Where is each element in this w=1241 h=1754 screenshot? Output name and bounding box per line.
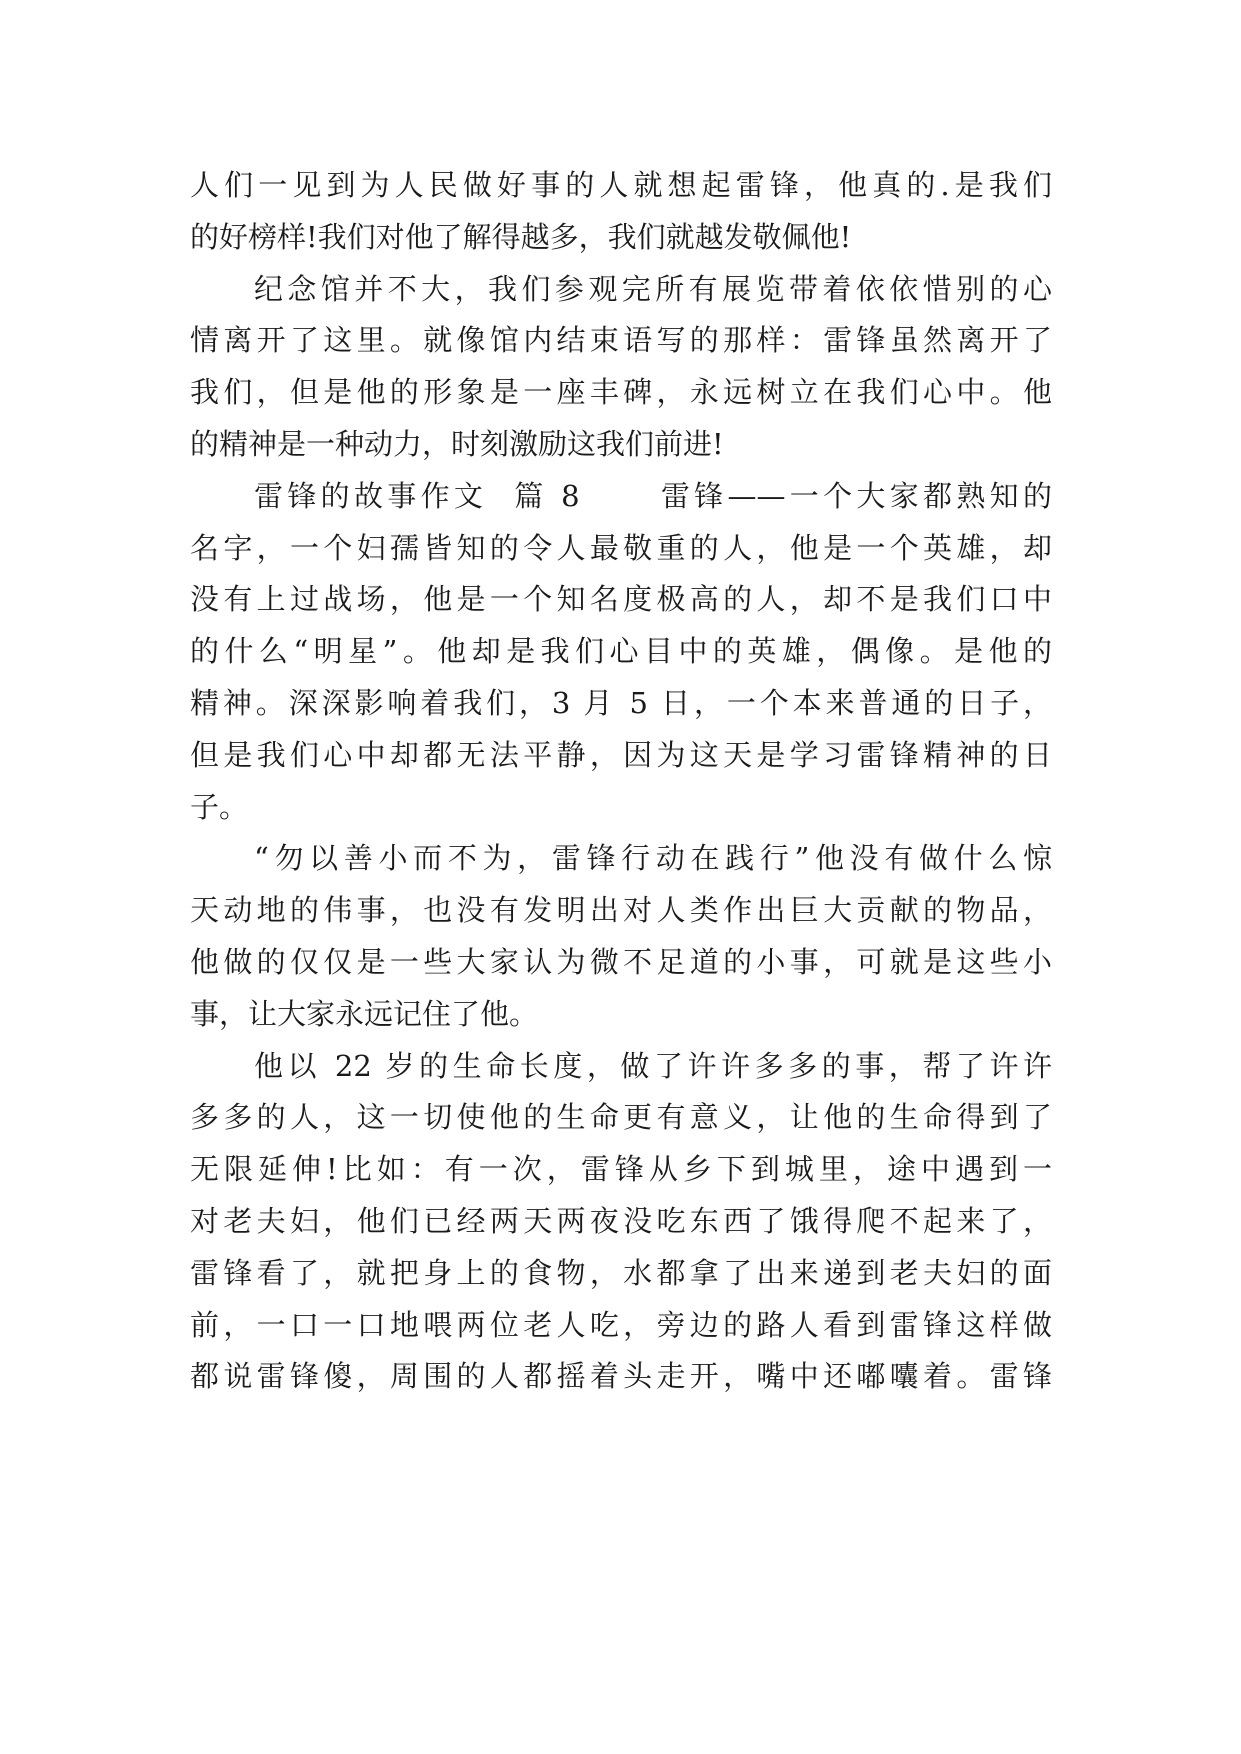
text-line: 多多的人，这一切使他的生命更有意义，让他的生命得到了 xyxy=(190,1100,1052,1135)
text-line: 他以 22 岁的生命长度，做了许许多多的事，帮了许许 xyxy=(254,1048,1052,1083)
essay-body xyxy=(190,160,1052,1403)
text-line: “勿以善小而不为，雷锋行动在践行”他没有做什么惊 xyxy=(254,841,1052,876)
text-line: 但是我们心中却都无法平静，因为这天是学习雷锋精神的日 xyxy=(190,737,1052,772)
text-line: 都说雷锋傻，周围的人都摇着头走开，嘴中还嘟囔着。雷锋 xyxy=(190,1359,1052,1394)
text-line: 天动地的伟事，也没有发明出对人类作出巨大贡献的物品， xyxy=(190,893,1052,928)
text-line: 纪念馆并不大，我们参观完所有展览带着依依惜别的心 xyxy=(254,271,1052,306)
text-line: 他做的仅仅是一些大家认为微不足道的小事，可就是这些小 xyxy=(190,944,1052,979)
text-line: 我们，但是他的形象是一座丰碑，永远树立在我们心中。他 xyxy=(190,375,1052,410)
text-line: 事，让大家永远记住了他。 xyxy=(190,996,539,1031)
text-line: 的精神是一种动力，时刻激励这我们前进! xyxy=(190,426,724,461)
text-line: 的好榜样!我们对他了解得越多，我们就越发敬佩他! xyxy=(190,219,852,254)
text-line: 无限延伸!比如：有一次，雷锋从乡下到城里，途中遇到一 xyxy=(190,1152,1052,1187)
text-line: 雷锋看了，就把身上的食物，水都拿了出来递到老夫妇的面 xyxy=(190,1255,1052,1290)
text-line: 子。 xyxy=(190,789,249,824)
text-line: 情离开了这里。就像馆内结束语写的那样：雷锋虽然离开了 xyxy=(190,323,1052,358)
text-line: 雷锋的故事作文 篇 8 雷锋——一个大家都熟知的 xyxy=(254,478,1052,513)
text-line: 前，一口一口地喂两位老人吃，旁边的路人看到雷锋这样做 xyxy=(190,1307,1052,1342)
text-line: 没有上过战场，他是一个知名度极高的人，却不是我们口中 xyxy=(190,582,1052,617)
text-line: 精神。深深影响着我们，3 月 5 日，一个本来普通的日子， xyxy=(190,685,1052,720)
text-line: 的什么“明星”。他却是我们心目中的英雄，偶像。是他的 xyxy=(190,634,1052,669)
text-line: 人们一见到为人民做好事的人就想起雷锋，他真的.是我们 xyxy=(190,168,1052,202)
text-line: 对老夫妇，他们已经两天两夜没吃东西了饿得爬不起来了， xyxy=(190,1203,1052,1238)
text-line: 名字，一个妇孺皆知的令人最敬重的人，他是一个英雄，却 xyxy=(190,530,1052,565)
